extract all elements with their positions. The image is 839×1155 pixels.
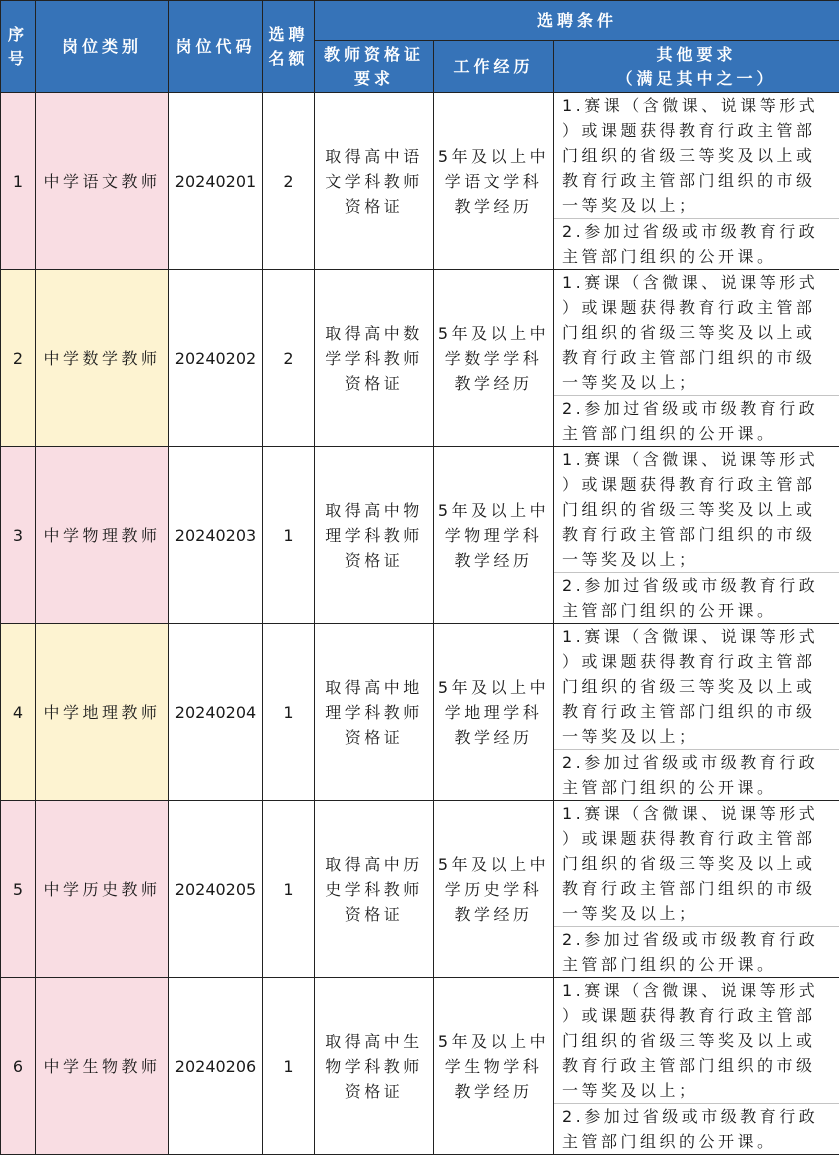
other-requirement-item: 1.赛课（含微课、说课等形式）或课题获得教育行政主管部门组织的省级三等奖及以上或教育行政主管部门组织的市级一等奖及以上； bbox=[562, 273, 819, 392]
header-seq: 序号 bbox=[1, 1, 36, 93]
job-code-cell: 20240201 bbox=[169, 93, 263, 270]
table-row bbox=[1, 801, 839, 978]
other-requirement-item: 2.参加过省级或市级教育行政主管部门组织的公开课。 bbox=[554, 572, 839, 623]
work-experience-cell: 5年及以上中学生物学科教学经历 bbox=[434, 978, 554, 1155]
other-requirement-item: 2.参加过省级或市级教育行政主管部门组织的公开课。 bbox=[554, 218, 839, 269]
quota-cell: 1 bbox=[263, 624, 315, 801]
job-code-cell: 20240205 bbox=[169, 801, 263, 978]
job-category-cell: 中学地理教师 bbox=[36, 624, 169, 801]
job-code-cell: 20240203 bbox=[169, 447, 263, 624]
job-category-cell: 中学历史教师 bbox=[36, 801, 169, 978]
work-experience-cell: 5年及以上中学数学学科教学经历 bbox=[434, 270, 554, 447]
quota-cell: 2 bbox=[263, 93, 315, 270]
other-requirement-item: 2.参加过省级或市级教育行政主管部门组织的公开课。 bbox=[554, 395, 839, 446]
row-seq-cell: 4 bbox=[1, 624, 36, 801]
table-row bbox=[1, 624, 839, 801]
header-quota: 选聘名额 bbox=[263, 1, 315, 93]
row-seq-cell: 3 bbox=[1, 447, 36, 624]
table-body bbox=[1, 93, 839, 1155]
job-code-cell: 20240202 bbox=[169, 270, 263, 447]
quota-cell: 1 bbox=[263, 978, 315, 1155]
other-requirements-cell bbox=[554, 801, 839, 978]
other-requirements-cell bbox=[554, 447, 839, 624]
other-requirement-item: 1.赛课（含微课、说课等形式）或课题获得教育行政主管部门组织的省级三等奖及以上或教育行政主管部门组织的市级一等奖及以上； bbox=[562, 981, 819, 1100]
work-experience-cell: 5年及以上中学物理学科教学经历 bbox=[434, 447, 554, 624]
other-requirement-item: 1.赛课（含微课、说课等形式）或课题获得教育行政主管部门组织的省级三等奖及以上或教育行政主管部门组织的市级一等奖及以上； bbox=[562, 804, 819, 923]
job-category-cell: 中学语文教师 bbox=[36, 93, 169, 270]
work-experience-cell: 5年及以上中学语文学科教学经历 bbox=[434, 93, 554, 270]
other-requirement-item: 2.参加过省级或市级教育行政主管部门组织的公开课。 bbox=[554, 749, 839, 800]
header-other-requirements bbox=[554, 41, 839, 93]
other-requirement-item: 2.参加过省级或市级教育行政主管部门组织的公开课。 bbox=[554, 1103, 839, 1154]
row-seq-cell: 2 bbox=[1, 270, 36, 447]
certificate-requirement-cell: 取得高中地理学科教师资格证 bbox=[315, 624, 434, 801]
header-certificate-requirement: 教师资格证要求 bbox=[315, 41, 434, 93]
job-category-cell: 中学物理教师 bbox=[36, 447, 169, 624]
row-seq-cell: 6 bbox=[1, 978, 36, 1155]
header-work-experience: 工作经历 bbox=[434, 41, 554, 93]
header-job-category: 岗位类别 bbox=[36, 1, 169, 93]
table-row bbox=[1, 447, 839, 624]
job-code-cell: 20240206 bbox=[169, 978, 263, 1155]
certificate-requirement-cell: 取得高中数学学科教师资格证 bbox=[315, 270, 434, 447]
job-code-cell: 20240204 bbox=[169, 624, 263, 801]
quota-cell: 1 bbox=[263, 801, 315, 978]
certificate-requirement-cell: 取得高中语文学科教师资格证 bbox=[315, 93, 434, 270]
table-row bbox=[1, 270, 839, 447]
other-requirements-cell bbox=[554, 624, 839, 801]
other-requirement-item: 1.赛课（含微课、说课等形式）或课题获得教育行政主管部门组织的省级三等奖及以上或教育行政主管部门组织的市级一等奖及以上； bbox=[562, 450, 819, 569]
table-header bbox=[1, 1, 839, 93]
other-requirement-item: 2.参加过省级或市级教育行政主管部门组织的公开课。 bbox=[554, 926, 839, 977]
work-experience-cell: 5年及以上中学地理学科教学经历 bbox=[434, 624, 554, 801]
certificate-requirement-cell: 取得高中历史学科教师资格证 bbox=[315, 801, 434, 978]
work-experience-cell: 5年及以上中学历史学科教学经历 bbox=[434, 801, 554, 978]
other-requirement-item: 1.赛课（含微课、说课等形式）或课题获得教育行政主管部门组织的省级三等奖及以上或教育行政主管部门组织的市级一等奖及以上； bbox=[562, 627, 819, 746]
other-requirements-cell bbox=[554, 978, 839, 1155]
certificate-requirement-cell: 取得高中生物学科教师资格证 bbox=[315, 978, 434, 1155]
job-category-cell: 中学生物教师 bbox=[36, 978, 169, 1155]
other-requirement-item: 1.赛课（含微课、说课等形式）或课题获得教育行政主管部门组织的省级三等奖及以上或教育行政主管部门组织的市级一等奖及以上； bbox=[562, 96, 819, 215]
job-category-cell: 中学数学教师 bbox=[36, 270, 169, 447]
header-job-code: 岗位代码 bbox=[169, 1, 263, 93]
other-requirements-cell bbox=[554, 93, 839, 270]
header-other-requirements-title: 其他要求 bbox=[656, 44, 737, 64]
header-selection-conditions: 选聘条件 bbox=[315, 1, 839, 41]
quota-cell: 1 bbox=[263, 447, 315, 624]
table-row bbox=[1, 978, 839, 1155]
quota-cell: 2 bbox=[263, 270, 315, 447]
certificate-requirement-cell: 取得高中物理学科教师资格证 bbox=[315, 447, 434, 624]
row-seq-cell: 5 bbox=[1, 801, 36, 978]
other-requirements-cell bbox=[554, 270, 839, 447]
header-other-requirements-note: （满足其中之一） bbox=[616, 68, 777, 88]
row-seq-cell: 1 bbox=[1, 93, 36, 270]
table-row bbox=[1, 93, 839, 270]
